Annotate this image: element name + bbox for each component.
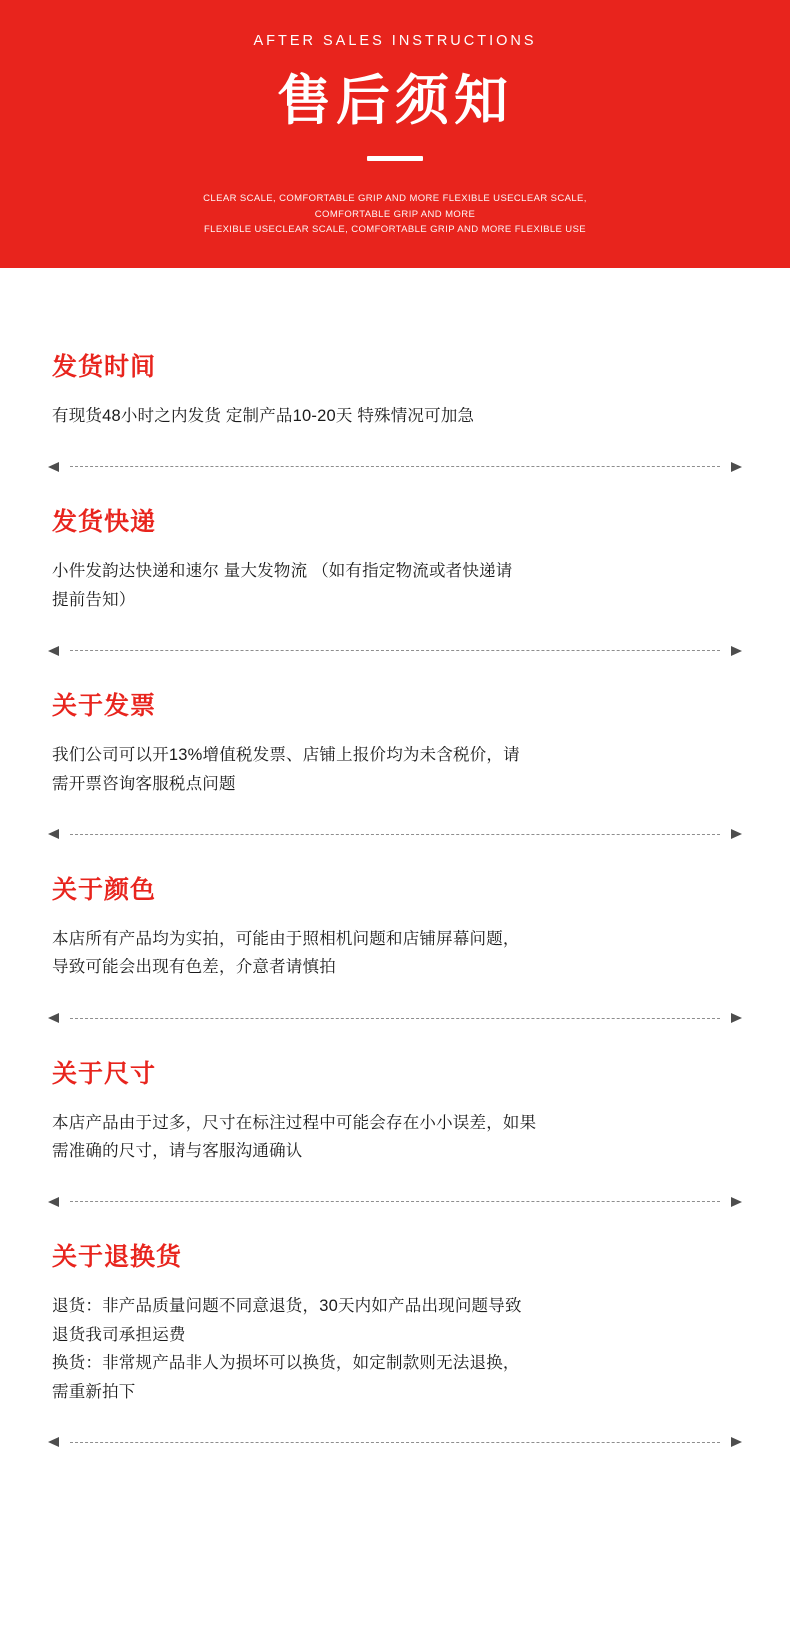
arrow-right-icon (731, 462, 742, 472)
section-about-color (48, 875, 742, 982)
arrow-left-icon (48, 462, 59, 472)
content-bottom-spacer (48, 1483, 742, 1531)
section-body (52, 1292, 702, 1406)
section-body-line: 本店所有产品均为实拍，可能由于照相机问题和店铺屏幕问题， (52, 929, 520, 948)
section-body-line: 退货：非产品质量问题不同意退货，30天内如产品出现问题导致 (52, 1297, 522, 1316)
banner-subtitle-line-2: FLEXIBLE USECLEAR SCALE, COMFORTABLE GRIP AND MORE FLEXIBLE USE (203, 224, 587, 236)
section-title: 关于退换货 (52, 1242, 183, 1272)
section-body (52, 1109, 702, 1166)
dashed-line (70, 1442, 720, 1443)
banner-subtitle-line-1: CLEAR SCALE, COMFORTABLE GRIP AND MORE FLEXIBLE USECLEAR SCALE, COMFORTABLE GRIP AND MORE (203, 192, 587, 220)
section-body-line: 换货：非常规产品非人为损坏可以换货，如定制款则无法退换， (52, 1354, 520, 1373)
section-body (52, 557, 702, 614)
arrow-left-icon (48, 829, 59, 839)
section-title: 发货快递 (52, 507, 157, 537)
dashed-line (70, 466, 720, 467)
arrow-left-icon (48, 1013, 59, 1023)
section-body-line: 有现货48小时之内发货 定制产品10-20天 特殊情况可加急 (52, 407, 475, 425)
section-body-line: 导致可能会出现有色差，介意者请慎拍 (52, 958, 336, 977)
section-title: 关于颜色 (52, 874, 157, 904)
dashed-line (70, 834, 720, 835)
section-about-size (48, 1059, 742, 1166)
section-body (52, 741, 702, 798)
section-title: 关于发票 (52, 691, 157, 721)
arrow-right-icon (731, 829, 742, 839)
section-divider (48, 834, 742, 835)
arrow-left-icon (48, 1437, 59, 1447)
arrow-right-icon (731, 1197, 742, 1207)
page-title: 售后须知 (277, 68, 513, 132)
section-divider (48, 650, 742, 651)
dashed-line (70, 650, 720, 651)
section-title: 关于尺寸 (52, 1058, 157, 1088)
arrow-right-icon (731, 1013, 742, 1023)
section-title: 发货时间 (52, 352, 157, 381)
section-divider (48, 1201, 742, 1202)
section-divider (48, 466, 742, 467)
dashed-line (70, 1018, 720, 1019)
arrow-right-icon (731, 646, 742, 656)
section-body-line: 提前告知） (52, 590, 136, 609)
section-divider (48, 1018, 742, 1019)
section-shipping-time (48, 352, 742, 430)
content-area (0, 268, 790, 1531)
banner-eyebrow: AFTER SALES INSTRUCTIONS (253, 33, 537, 49)
section-shipping-courier (48, 507, 742, 614)
section-body-line: 需准确的尺寸，请与客服沟通确认 (52, 1142, 303, 1160)
arrow-left-icon (48, 1197, 59, 1207)
section-divider (48, 1442, 742, 1443)
section-body-line: 需开票咨询客服税点问题 (52, 774, 236, 793)
section-about-return-exchange (48, 1242, 742, 1406)
section-body-line: 退货我司承担运费 (52, 1325, 186, 1344)
dashed-line (70, 1201, 720, 1202)
content-top-spacer (48, 268, 742, 352)
arrow-left-icon (48, 646, 59, 656)
section-about-invoice (48, 691, 742, 798)
header-banner (0, 0, 790, 268)
section-body (52, 402, 702, 430)
section-body-line: 小件发韵达快递和速尔 量大发物流 （如有指定物流或者快递请 (52, 562, 513, 581)
section-body-line: 需重新拍下 (52, 1382, 136, 1401)
section-body-line: 我们公司可以开13%增值税发票、店铺上报价均为未含税价，请 (52, 746, 520, 765)
banner-subtitle (195, 191, 595, 238)
section-body (52, 925, 702, 982)
arrow-right-icon (731, 1437, 742, 1447)
section-body-line: 本店产品由于过多，尺寸在标注过程中可能会存在小小误差，如果 (52, 1113, 537, 1132)
title-underline-rule (367, 156, 423, 161)
